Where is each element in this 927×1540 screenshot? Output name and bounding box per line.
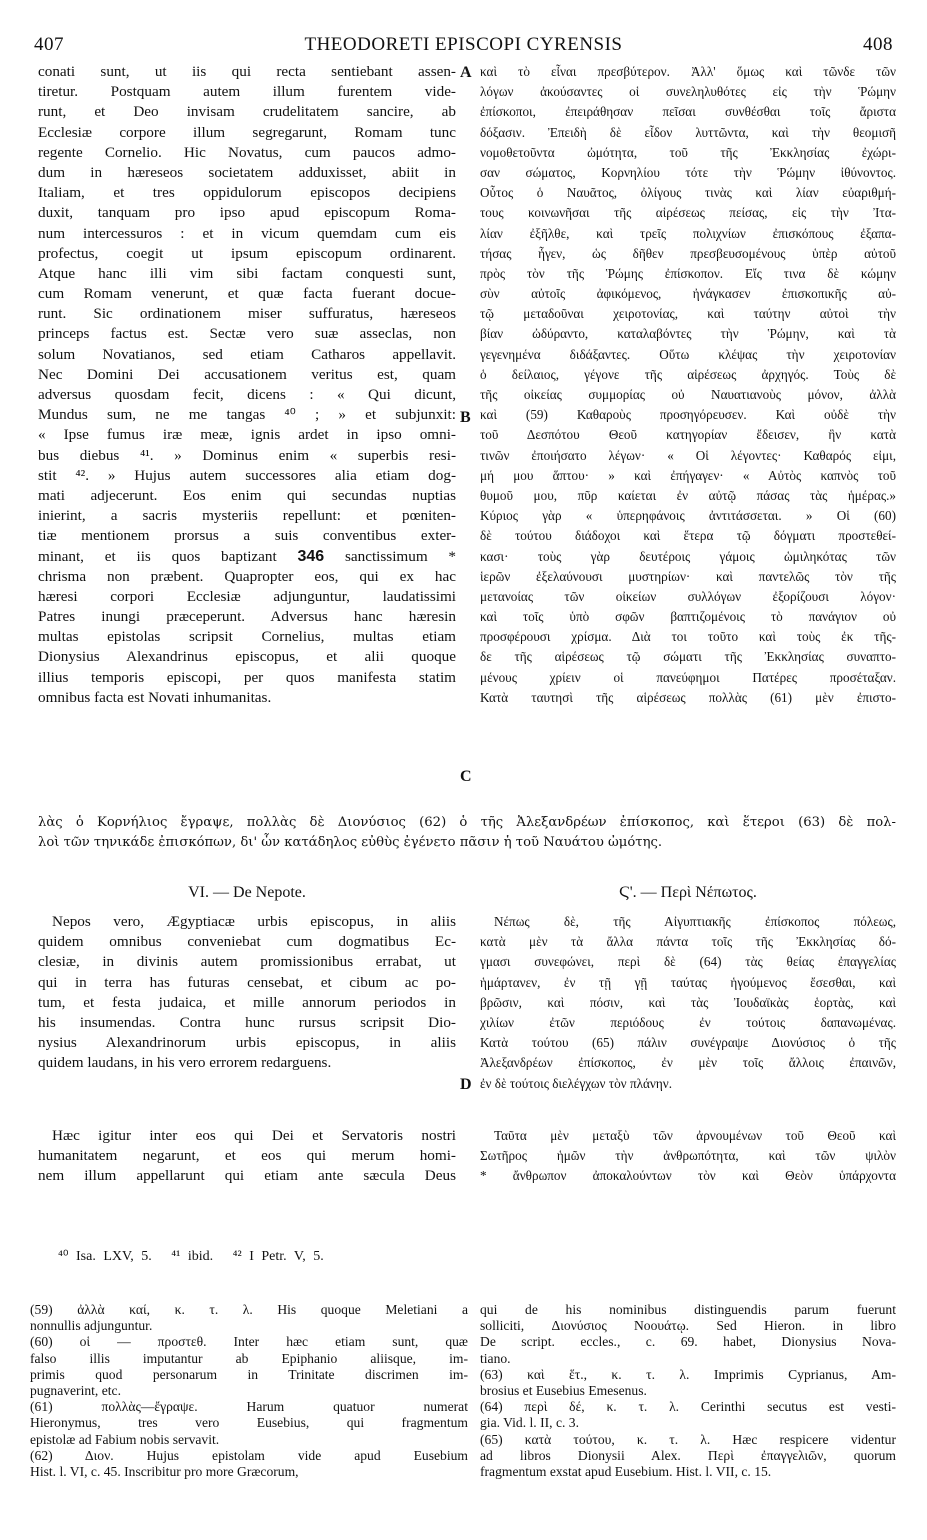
latin-line: Mundus sum, ne me tangas ⁴⁰ ; » et subjunxit:: [38, 406, 456, 424]
greek-continuation: [38, 813, 896, 853]
scripture-ref: ⁴² I Petr. V, 5.: [232, 1249, 324, 1264]
latin-line: minant, et iis quos baptizant 346 sanctissimum *: [38, 547, 456, 565]
latin-line: quidem laudans, in his vero errorem redarguens.: [38, 1054, 332, 1072]
greek-line: μετανοίας τῶν οἰκείων συλλόγων ἐξορίζουσι λόγον·: [480, 588, 896, 604]
latin-line: hæresi corpori Ecclesiæ adjunguntur, laudatissimi: [38, 587, 456, 605]
latin-line: dum in hæreseos societatem adduxisset, abiit in: [38, 163, 456, 181]
latin-paragraph-conclusion: [38, 1126, 456, 1187]
greek-line: τήσας ἦγεν, ὡς δῆθεν πρεσβευσομένους ὑπὲρ αὐτοῦ: [480, 245, 896, 261]
greek-line: σὺν αὐτοῖς ἀφικόμενος, ἠνάγκασεν ἐπισκοπικῆς αὐ-: [480, 286, 896, 302]
greek-line: Νέπως δὲ, τῆς Αἰγυπτιακῆς ἐπίσκοπος πόλεως,: [494, 914, 896, 929]
latin-line: bus diebus ⁴¹. » Dominus enim « superbis resi-: [38, 446, 456, 464]
latin-line: nem illum appellarunt qui etiam ante sæcula Deus: [38, 1167, 456, 1185]
latin-line: « Ipse fumus iræ meæ, ignis ardet in ipso omni-: [38, 426, 456, 444]
latin-line: profectus, coegit ut ipsum episcopum ordinarent.: [38, 244, 456, 262]
latin-line: conati sunt, ut iis qui recta sentiebant assen-: [38, 63, 456, 80]
margin-marker-c: C: [460, 768, 472, 785]
greek-line: δὲ τούτου διάδοχοι καὶ ἕτερα τῷ δόγματι προστεθεί-: [480, 528, 896, 544]
greek-line: τινῶν ἐποιήσατο λέγων· « Οἱ λέγοντες· Καθαρός εἰμι,: [480, 447, 896, 463]
latin-line: inierint, a sacris mysteriis repellunt: et pœniten-: [38, 507, 456, 525]
greek-line: τῆς οἰκείας συμμορίας οὐ Ναυατιανοὺς μόνον, ἀλλὰ: [480, 387, 896, 402]
scripture-references: [58, 1248, 336, 1265]
latin-line: omnibus facta est Novati inhumanitas.: [38, 688, 272, 706]
greek-line: Ταῦτα μὲν μεταξὺ τῶν ἀρνουμένων τοῦ Θεοῦ καὶ: [494, 1128, 896, 1143]
note-line: ad libros Dionysii Alex. Περὶ ἐπαγγελιῶν, quorum: [480, 1447, 896, 1463]
note-line: nonnullis adjunguntur.: [30, 1318, 153, 1334]
latin-line: solum Novatianos, sed etiam Catharos appellavit.: [38, 345, 456, 363]
latin-line: quidem omnibus conveniebat cum dogmatibus Ec-: [38, 933, 456, 951]
latin-line: mati adjecerunt. Eos enim qui secundas nuptias: [38, 486, 456, 504]
greek-line: λὰς ὁ Κορνήλιος ἔγραψε, πολλὰς δὲ Διονύσιος (62) ὁ τῆς Ἀλεξανδρέων ἐπίσκοπος, καὶ ἕτεροι (63) δὲ πολ-: [38, 815, 896, 830]
greek-line: λίαν ἐξῆλθε, καὶ τρεῖς πολιχνίων ἐπισκόπους ἐξαπα-: [480, 225, 896, 241]
greek-line: ἡμάρτανεν, ἐν τῇ γῇ ταύτας ἡγούμενος ἔσεσθαι, καὶ: [480, 974, 896, 990]
latin-line: clesiæ, in divinis autem promissionibus errabat, ut: [38, 953, 456, 971]
greek-line: χιλίων ἐτῶν περιόδους ἐν τούτοις δαπανωμένας.: [480, 1014, 896, 1030]
latin-column-top: [38, 62, 456, 708]
margin-marker-a: A: [460, 64, 472, 81]
note-line: De script. eccles., c. 69. habet, Dionysius Nova-: [480, 1334, 896, 1350]
greek-line: γεγενημένα διδάξαντες. Οὕτω κλέψας τὴν χειροτονίαν: [480, 346, 896, 362]
latin-line: Nec Domini Dei accusationem veritus est, quam: [38, 365, 456, 383]
greek-line: λοὶ τῶν τηνικάδε ἐπισκόπων, δι' ὧν κατάδηλος εὐθὺς ἐγένετο πᾶσιν ἡ τοῦ Ναυάτου ὠμότης.: [38, 835, 663, 851]
scripture-ref: ⁴¹ ibid.: [171, 1249, 214, 1264]
greek-paragraph-nepos: [480, 912, 896, 1094]
latin-line: adversus quosdam fecit, dicens : « Qui dicunt,: [38, 386, 456, 403]
latin-line: Hæc igitur inter eos qui Dei et Servatoris nostri: [52, 1127, 456, 1144]
latin-line: Dionysius Alexandrinus episcopus, et alii quoque: [38, 648, 456, 666]
greek-line: Οὗτος ὁ Ναυᾶτος, ὀλίγους τινὰς καὶ λίαν εὐαριθμή-: [480, 185, 896, 201]
note-line: qui de his nominibus distinguendis parum fuerunt: [480, 1302, 896, 1317]
note-line: fragmentum exstat apud Eusebium. Hist. l. VII, c. 15.: [480, 1463, 772, 1479]
greek-line: μένους χρίειν οἱ πανεύφημοι Πατέρες προσέταξαν.: [480, 669, 896, 685]
note-line: epistolæ ad Fabium nobis servavit.: [30, 1431, 220, 1447]
note-line: Hist. l. VI, c. 45. Inscribitur pro more Græcorum,: [30, 1463, 299, 1479]
latin-line: chrisma non præbent. Quapropter eos, qui ex hac: [38, 567, 456, 585]
latin-line: nysius Alexandrinorum urbis episcopus, in aliis: [38, 1034, 456, 1052]
greek-line: προσφέρουσι χρίσμα. Διὰ τοι τοῦτο καὶ τοὺς ἐκ τῆς-: [480, 629, 896, 645]
latin-line: duxit, tanquam pro ipso apud episcopum Roma-: [38, 204, 456, 222]
greek-line: τῷ μεταδοῦναι χειροτονίας, καὶ ταύτην αὐτοὶ τὴν: [480, 306, 896, 322]
greek-line: μή μου ἅπτου· » καὶ ἐπήγαγεν· « Αὐτὸς καπνὸς τοῦ: [480, 467, 896, 483]
greek-line: καὶ τοῖς ὑπὸ σφῶν βαπτιζομένοις τὸ πανάγιον οὐ: [480, 609, 896, 625]
inline-page-number: 346: [297, 547, 325, 565]
greek-line: βρῶσιν, καὶ πόσιν, καὶ τὰς Ἰουδαϊκὰς ἑορτὰς, καὶ: [480, 994, 896, 1010]
latin-line: Nepos vero, Ægyptiacæ urbis episcopus, in aliis: [52, 913, 456, 930]
note-line: Hieronymus, tres vero Eusebius, qui fragmentum: [30, 1415, 468, 1431]
greek-line: τοῦ Δεσπότου Θεοῦ κατηγορίαν ἔδεισεν, ἣν κατὰ: [480, 427, 896, 443]
greek-line: γμασι συνεφώνει, περὶ δὲ (64) τὰς θείας ἐπαγγελίας: [480, 954, 896, 970]
greek-line: πρὸς τὸν τῆς Ῥώμης ἐπίσκοπον. Εἴς τινα δὲ κώμην: [480, 265, 896, 281]
greek-line: κατὰ μὲν τὰ ἄλλα πάντα τοῖς τῆς Ἐκκλησίας δό-: [480, 934, 896, 950]
note-line: primis quod personarum in Trinitate discrimen im-: [30, 1366, 468, 1382]
latin-line: cum Romam venerunt, et quæ facta fuerant docue-: [38, 285, 456, 303]
latin-line: Patres inungi præceperunt. Adversus hanc hæresin: [38, 608, 456, 626]
note-line: (64) περὶ δέ, κ. τ. λ. Cerinthi secutus est vesti-: [480, 1399, 896, 1415]
latin-line: tum, et festa judaica, et mille annorum periodos in: [38, 993, 456, 1011]
greek-line: δε τῆς αἱρέσεως τῷ σώματι τῆς Ἐκκλησίας συναπτο-: [480, 649, 896, 665]
latin-line: Atque hanc illi vim sibi factam conquesti sunt,: [38, 264, 456, 282]
latin-line: tiæ mentionem prorsus a suis conventibus exter-: [38, 527, 456, 545]
section-heading-latin: VI. — De Nepote.: [188, 884, 306, 901]
greek-line: Κύριος γὰρ « ὑπερηφάνοις ἀντιτάσσεται. » Οἱ (60): [480, 508, 896, 524]
margin-marker-d: D: [460, 1076, 472, 1093]
latin-line: humanitatem negarunt, et eos qui merum homi-: [38, 1147, 456, 1165]
note-line: tiano.: [480, 1350, 511, 1366]
running-title: THEODORETI EPISCOPI CYRENSIS: [304, 34, 623, 55]
note-line: (61) πολλὰς—ἔγραψε. Harum quatuor numerat: [30, 1399, 468, 1415]
latin-line: his insumendas. Contra hunc rursus scripsit Dio-: [38, 1013, 456, 1031]
note-line: brosius et Eusebius Emesenus.: [480, 1382, 647, 1398]
greek-line: ἐν δὲ τούτοις διελέγχων τὸν πλάνην.: [480, 1075, 673, 1091]
latin-line: regente Cornelio. Hic Novatus, cum paucos admo-: [38, 143, 456, 161]
latin-line: tiretur. Postquam autem illum furentem vide-: [38, 83, 456, 101]
greek-line: Κατὰ ταυτησὶ τῆς αἱρέσεως πολλὰς (61) μὲν ἐπιστο-: [480, 689, 896, 705]
latin-line: num intercessuros : et in vicum quemdam cum eis: [38, 224, 456, 242]
greek-line: Σωτῆρος ἡμῶν τὴν ἀνθρωπότητα, καὶ τῶν ψιλὸν: [480, 1148, 896, 1164]
latin-line: stit ⁴². » Hujus autem successores alia etiam dog-: [38, 466, 456, 484]
greek-line: καὶ (59) Καθαροὺς προσηγόρευσεν. Καὶ οὐδὲ τὴν: [480, 407, 896, 423]
greek-line: βίαν ὠδύραντο, καταλαβόντες τὴν Ῥώμην, καὶ τὰ: [480, 326, 896, 342]
latin-line: Italiam, et tres oppidulorum episcopos decipiens: [38, 184, 456, 202]
greek-line: Κατὰ τούτου (65) πάλιν συνέγραψε Διονύσιος ὁ τῆς: [480, 1035, 896, 1051]
note-line: (63) καὶ ἕτ., κ. τ. λ. Imprimis Cyprianus, Am-: [480, 1366, 896, 1382]
greek-line: Ἀλεξανδρέων ἐπίσκοπος, ἐν μὲν τοῖς ἄλλοις ἐπαινῶν,: [480, 1055, 896, 1071]
latin-line: runt, et Deo invisam crudelitatem sancire, ab: [38, 103, 456, 121]
greek-line: ἱερῶν ἐξελαύνουσι μυστηρίων· καὶ παντελῶς τὸν τῆς: [480, 568, 896, 584]
note-line: (59) ἀλλὰ καί, κ. τ. λ. His quoque Meletiani a: [30, 1302, 468, 1317]
note-line: pugnaverint, etc.: [30, 1382, 121, 1398]
latin-line: qui in terra has futuras censebat, et cibum ac po-: [38, 973, 456, 991]
greek-line: νομοθετοῦντα ὠμότητα, τοῦ τῆς Ἐκκλησίας ἐχώρι-: [480, 144, 896, 160]
greek-line: ἐπίσκοποι, ἐπειράθησαν πεῖσαι συνθέσθαι τοῖς ἄριστα: [480, 104, 896, 120]
latin-line: princeps factus est. Sectæ vero suæ asseclas, non: [38, 325, 456, 343]
greek-line: λόγων ἀκούσαντες οἱ συνεληλυθότες εἰς τὴν Ῥώμην: [480, 84, 896, 100]
note-line: (65) κατὰ τούτου, κ. τ. λ. Hæc respicere videntur: [480, 1431, 896, 1447]
greek-line: τους κοινωνῆσαι τῆς αἱρέσεως πείσας, εἰς τὴν Ἰτα-: [480, 205, 896, 221]
latin-line: illius temporis episcopi, per quos manifesta statim: [38, 668, 456, 686]
greek-line: δόξασιν. Ἐπειδὴ δὲ εἶδον λυττῶντα, καὶ τὴν θεομισῆ: [480, 124, 896, 140]
latin-paragraph-nepos: [38, 912, 456, 1074]
latin-line: multas epistolas scripsit Cornelius, multas etiam: [38, 628, 456, 646]
note-line: gia. Vid. l. II, c. 3.: [480, 1415, 579, 1431]
page-number-left: 407: [34, 34, 64, 55]
greek-line: κασι· τοὺς γὰρ δευτέροις γάμοις ὡμιληκότας τῶν: [480, 548, 896, 564]
scripture-ref: ⁴⁰ Isa. LXV, 5.: [58, 1249, 152, 1264]
latin-line: Ecclesiæ corpore illum segregarunt, Romam tunc: [38, 123, 456, 141]
notes-right-column: [480, 1302, 896, 1480]
margin-marker-b: B: [460, 409, 471, 426]
note-line: falso illis imputantur ab Epiphanio aliisque, im-: [30, 1350, 468, 1366]
note-line: (60) οἱ — προστεθ. Inter hæc etiam sunt, quæ: [30, 1334, 468, 1350]
greek-paragraph-conclusion: [480, 1126, 896, 1187]
greek-line: ὁ δείλαιος, γέγονε τῆς αἱρέσεως ἀρχηγός. Τοὺς δὲ: [480, 366, 896, 382]
running-header: [34, 34, 893, 58]
greek-line: σαν σώματος, Κορνηλίου τότε τὴν Ῥώμην ἰθύνοντος.: [480, 164, 896, 180]
greek-line: * ἄνθρωπον ἀποκαλούντων τὸν καὶ Θεὸν ὑπάρχοντα: [480, 1168, 896, 1184]
notes-left-column: [30, 1302, 468, 1480]
page-number-right: 408: [863, 34, 893, 55]
greek-line: θυμοῦ μου, πῦρ καίεται ἐν αὐτῷ πάσας τὰς ἡμέρας.»: [480, 487, 896, 503]
latin-line: runt. Sic ordinationem miser suffuratus, hæreseos: [38, 305, 456, 323]
greek-line: καὶ τὸ εἶναι πρεσβύτερον. Ἀλλ' ὅμως καὶ τῶνδε τῶν: [480, 64, 896, 79]
note-line: solliciti, Διονύσιος Νοουάτῳ. Sed Hieron. in libro: [480, 1318, 896, 1334]
greek-column-top: [480, 62, 896, 708]
section-heading-greek: Ϛ'. — Περὶ Νέπωτος.: [619, 884, 757, 901]
note-line: (62) Διον. Hujus epistolam vide apud Eusebium: [30, 1447, 468, 1463]
